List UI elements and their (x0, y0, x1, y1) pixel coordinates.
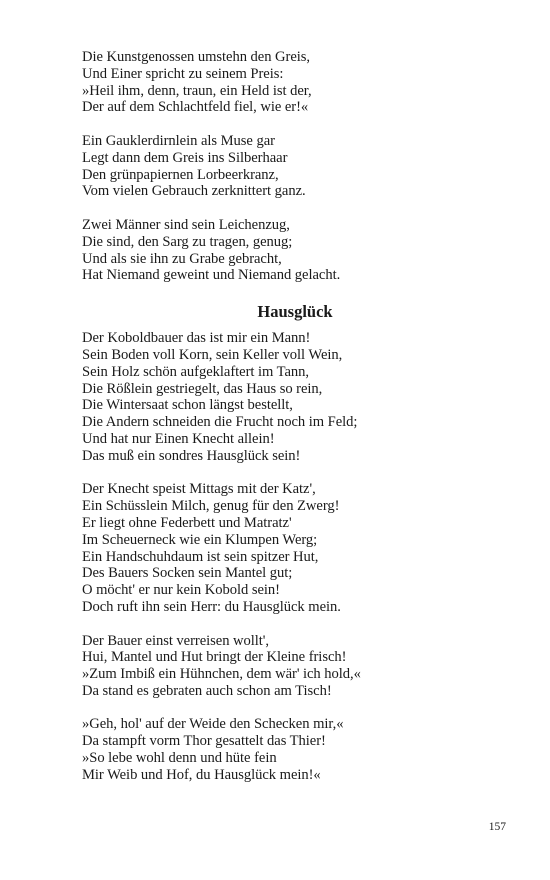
verse-line: Doch ruft ihn sein Herr: du Hausglück mein. (82, 598, 341, 615)
verse-line: Legt dann dem Greis ins Silberhaar (82, 149, 288, 166)
verse-line: O möcht' er nur kein Kobold sein! (82, 582, 280, 599)
verse-line: Und Einer spricht zu seinem Preis: (82, 65, 284, 82)
verse-line: Die Andern schneiden die Frucht noch im Feld; (82, 414, 358, 431)
verse-line: Der Knecht speist Mittags mit der Katz', (82, 481, 316, 498)
verse-line: Er liegt ohne Federbett und Matratz' (82, 514, 292, 531)
verse-line: »Geh, hol' auf der Weide den Schecken mir,« (82, 716, 344, 733)
verse-line: Der auf dem Schlachtfeld fiel, wie er!« (82, 99, 309, 116)
verse-line: Und als sie ihn zu Grabe gebracht, (82, 250, 282, 267)
poem-hausglueck (82, 330, 512, 784)
verse-line: Des Bauers Socken sein Mantel gut; (82, 565, 293, 582)
stanza (82, 217, 512, 284)
verse-line: Ein Handschuhdaum ist sein spitzer Hut, (82, 548, 319, 565)
page-body (82, 49, 512, 800)
verse-line: »Heil ihm, denn, traun, ein Held ist der, (82, 82, 312, 99)
verse-line: Zwei Männer sind sein Leichenzug, (82, 216, 290, 233)
verse-line: Vom vielen Gebrauch zerknittert ganz. (82, 183, 306, 200)
poem-end (82, 49, 512, 284)
verse-line: Hui, Mantel und Hut bringt der Kleine frisch! (82, 649, 347, 666)
verse-line: Die Kunstgenossen umstehn den Greis, (82, 49, 311, 65)
verse-line: Da stand es gebraten auch schon am Tisch! (82, 682, 332, 699)
verse-line: Mir Weib und Hof, du Hausglück mein!« (82, 766, 321, 783)
verse-line: »Zum Imbiß ein Hühnchen, dem wär' ich hold,« (82, 666, 361, 683)
stanza (82, 716, 512, 783)
verse-line: Den grünpapiernen Lorbeerkranz, (82, 166, 279, 183)
page-number: 157 (488, 821, 506, 833)
stanza (82, 133, 512, 200)
verse-line: Hat Niemand geweint und Niemand gelacht. (82, 267, 341, 284)
verse-line: Der Koboldbauer das ist mir ein Mann! (82, 330, 311, 347)
verse-line: Ein Gauklerdirnlein als Muse gar (82, 132, 275, 149)
verse-line: Die sind, den Sarg zu tragen, genug; (82, 233, 293, 250)
stanza (82, 49, 512, 116)
verse-line: Der Bauer einst verreisen wollt', (82, 632, 269, 649)
verse-line: Die Wintersaat schon längst bestellt, (82, 397, 293, 414)
stanza (82, 481, 512, 615)
verse-line: Da stampft vorm Thor gesattelt das Thier! (82, 733, 326, 750)
verse-line: »So lebe wohl denn und hüte fein (82, 750, 277, 767)
poem-title-text: Hausglück (257, 302, 333, 322)
verse-line: Die Rößlein gestriegelt, das Haus so rein, (82, 380, 323, 397)
poem-title (82, 302, 512, 322)
verse-line: Und hat nur Einen Knecht allein! (82, 430, 275, 447)
verse-line: Im Scheuerneck wie ein Klumpen Werg; (82, 531, 318, 548)
stanza (82, 330, 512, 464)
verse-line: Ein Schüsslein Milch, genug für den Zwerg! (82, 498, 340, 515)
verse-line: Sein Holz schön aufgeklaftert im Tann, (82, 363, 310, 380)
verse-line: Das muß ein sondres Hausglück sein! (82, 447, 301, 464)
stanza (82, 633, 512, 700)
verse-line: Sein Boden voll Korn, sein Keller voll Wein, (82, 346, 343, 363)
